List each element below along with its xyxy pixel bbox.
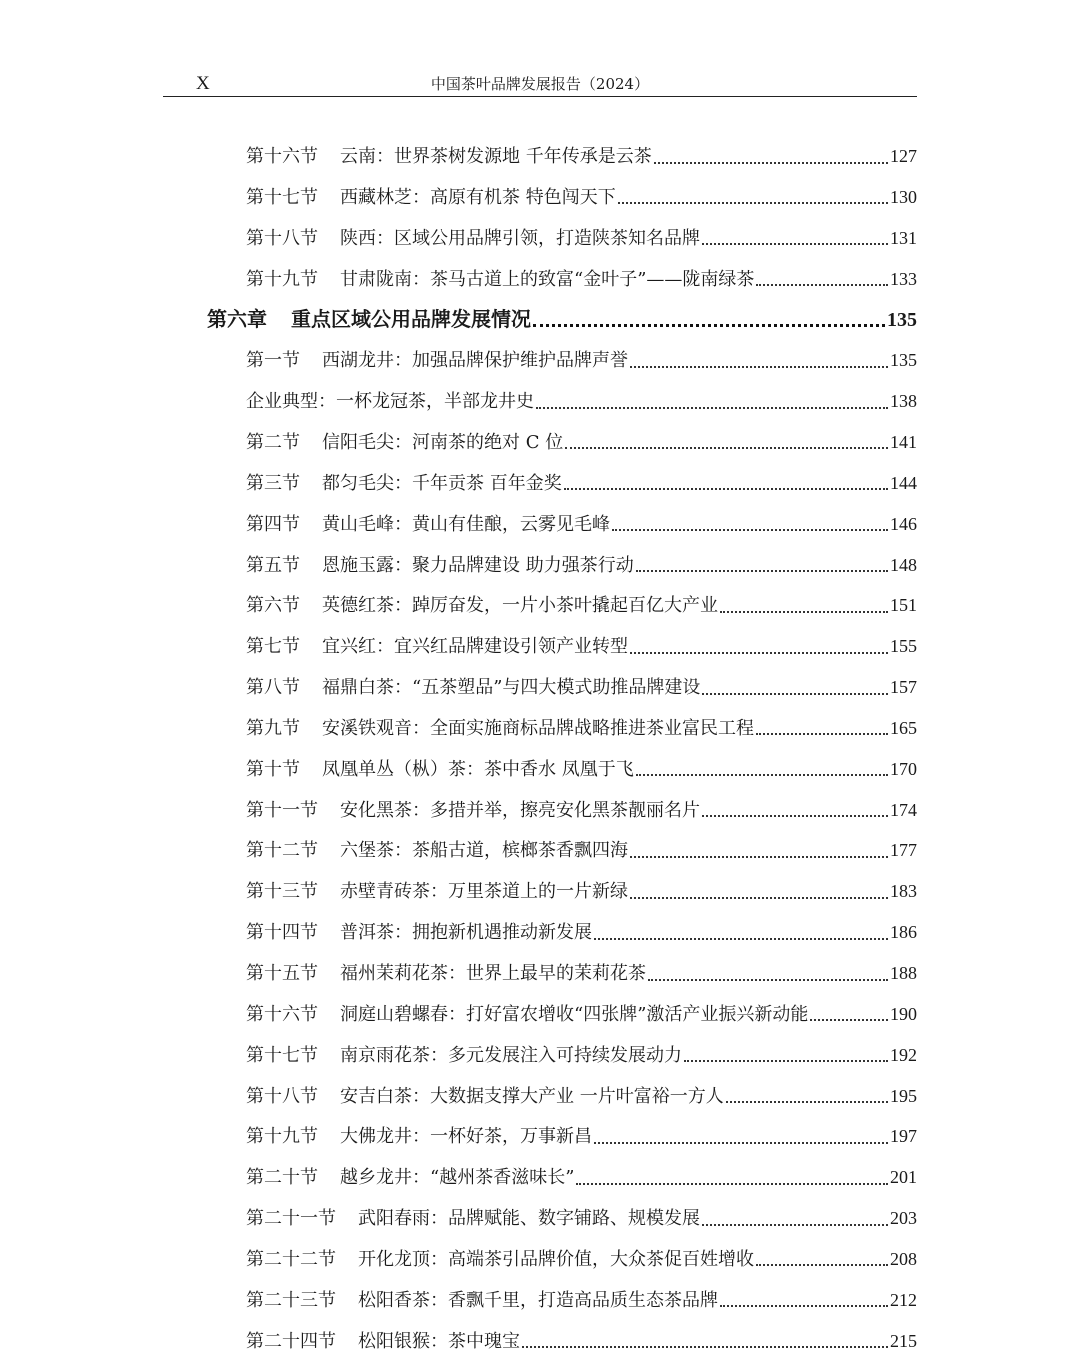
toc-entry-label: 第十八节: [246, 1085, 318, 1107]
dot-leader: [565, 447, 888, 449]
toc-entry-label: 第十六节: [246, 1003, 318, 1025]
toc-section-entry: [246, 838, 917, 863]
toc-entry-title: 西湖龙井：加强品牌保护维护品牌声誉: [322, 350, 628, 372]
toc-section-entry: [246, 716, 917, 741]
toc-entry-title: 安溪铁观音：全面实施商标品牌战略推进茶业富民工程: [322, 717, 754, 739]
toc-entry-title: 企业典型：一杯龙冠茶，半部龙井史: [246, 391, 534, 413]
toc-entry-title: 松阳银猴：茶中瑰宝: [358, 1330, 520, 1352]
dot-leader: [630, 652, 888, 654]
toc-section-entry: [246, 961, 917, 986]
toc-entry-title: 赤壁青砖茶：万里茶道上的一片新绿: [340, 881, 628, 903]
dot-leader: [536, 407, 888, 409]
toc-entry-page: 131: [890, 227, 917, 248]
toc-entry-label: 第十八节: [246, 227, 318, 249]
toc-entry-page: 177: [890, 840, 917, 861]
toc-entry-label: 第十四节: [246, 922, 318, 944]
toc-entry-title: 福鼎白茶：“五茶塑品”与四大模式助推品牌建设: [322, 677, 701, 699]
toc-entry-label: 第二十一节: [246, 1208, 336, 1230]
toc-entry-page: 183: [890, 881, 917, 902]
toc-section-entry: [246, 1084, 917, 1109]
toc-entry-label: 第十三节: [246, 881, 318, 903]
dot-leader: [648, 979, 888, 981]
toc-entry-page: 170: [890, 758, 917, 779]
toc-section-entry: [246, 1247, 917, 1272]
toc-section-entry: [246, 512, 917, 537]
dot-leader: [612, 529, 888, 531]
toc-entry-title: 越乡龙井：“越州茶香滋味长”: [340, 1167, 575, 1189]
dot-leader: [636, 774, 888, 776]
toc-entry-label: 第四节: [246, 513, 300, 535]
toc-entry-page: 155: [890, 636, 917, 657]
toc-section-entry: [246, 1329, 917, 1354]
toc-entry-page: 201: [890, 1167, 917, 1188]
toc-section-entry: [246, 553, 917, 578]
page-header: [163, 72, 917, 97]
toc-entry-label: 第二节: [246, 431, 300, 453]
dot-leader: [576, 1183, 888, 1185]
toc-entry-title: 安化黑茶：多措并举，擦亮安化黑茶靓丽名片: [340, 799, 700, 821]
toc-entry-label: 第六章: [207, 307, 267, 332]
toc-entry-page: 144: [890, 472, 917, 493]
toc-entry-page: 141: [890, 431, 917, 452]
toc-entry-page: 208: [890, 1248, 917, 1269]
toc-entry-label: 第十七节: [246, 1044, 318, 1066]
toc-entry-label: 第九节: [246, 717, 300, 739]
page-number: X: [196, 73, 210, 94]
toc-entry-page: 190: [890, 1003, 917, 1024]
toc-entry-title: 英德红茶：踔厉奋发，一片小茶叶撬起百亿大产业: [322, 595, 718, 617]
toc-entry-title: 西藏林芝：高原有机茶 特色闯天下: [340, 186, 616, 208]
toc-entry-page: 135: [890, 350, 917, 371]
dot-leader: [594, 938, 888, 940]
dot-leader: [720, 1305, 888, 1307]
toc-entry-title: 南京雨花茶：多元发展注入可持续发展动力: [340, 1044, 682, 1066]
dot-leader: [684, 1060, 888, 1062]
toc-entry-label: 第七节: [246, 636, 300, 658]
toc-section-entry: [246, 634, 917, 659]
dot-leader: [702, 693, 888, 695]
dot-leader: [702, 243, 888, 245]
toc-entry-page: 146: [890, 513, 917, 534]
toc-entry-page: 165: [890, 717, 917, 738]
toc-entry-title: 大佛龙井：一杯好茶，万事新昌: [340, 1126, 592, 1148]
toc-section-entry: [246, 144, 917, 169]
toc-entry-page: 133: [890, 268, 917, 289]
toc-entry-page: 197: [890, 1126, 917, 1147]
toc-entry-label: 第二十二节: [246, 1248, 336, 1270]
toc-entry-page: 212: [890, 1289, 917, 1310]
toc-entry-label: 第五节: [246, 554, 300, 576]
toc-entry-label: 第二十四节: [246, 1330, 336, 1352]
toc-section-entry: [246, 1043, 917, 1068]
dot-leader: [522, 1346, 888, 1348]
toc-entry-title: 普洱茶：拥抱新机遇推动新发展: [340, 922, 592, 944]
toc-section-entry: [246, 920, 917, 945]
toc-chapter-entry: [207, 307, 917, 332]
dot-leader: [630, 856, 888, 858]
toc-section-entry: [246, 798, 917, 823]
toc-entry-page: 195: [890, 1085, 917, 1106]
toc-section-entry: [246, 757, 917, 782]
dot-leader: [810, 1019, 888, 1021]
toc-entry-label: 第十一节: [246, 799, 318, 821]
dot-leader: [618, 202, 888, 204]
dot-leader: [756, 733, 888, 735]
toc-entry-label: 第八节: [246, 677, 300, 699]
toc-entry-title: 信阳毛尖：河南茶的绝对 C 位: [322, 431, 564, 453]
toc-entry-page: 157: [890, 677, 917, 698]
toc-section-entry: [246, 675, 917, 700]
dot-leader: [654, 162, 888, 164]
dot-leader: [636, 570, 888, 572]
toc-entry-title: 恩施玉露：聚力品牌建设 助力强茶行动: [322, 554, 634, 576]
dot-leader: [630, 366, 888, 368]
toc-section-entry: [246, 1165, 917, 1190]
toc-section-entry: [246, 1002, 917, 1027]
toc-entry-title: 洞庭山碧螺春：打好富农增收“四张牌”激活产业振兴新动能: [340, 1003, 809, 1025]
toc-entry-page: 192: [890, 1044, 917, 1065]
toc-entry-label: 第二十节: [246, 1167, 318, 1189]
toc-entry-label: 第六节: [246, 595, 300, 617]
toc-entry-page: 151: [890, 595, 917, 616]
toc-section-entry: [246, 593, 917, 618]
toc-entry-page: 188: [890, 963, 917, 983]
toc-section-entry: [246, 430, 917, 455]
toc-entry-title: 凤凰单丛（枞）茶：茶中香水 凤凰于飞: [322, 758, 634, 780]
dot-leader: [594, 1142, 888, 1144]
toc-entry-label: 第二十三节: [246, 1289, 336, 1311]
toc-entry-title: 松阳香茶：香飘千里，打造高品质生态茶品牌: [358, 1289, 718, 1311]
toc-entry-label: 第一节: [246, 350, 300, 372]
dot-leader: [702, 815, 888, 817]
toc-entry-label: 第十九节: [246, 268, 318, 290]
toc-entry-title: 黄山毛峰：黄山有佳酿，云雾见毛峰: [322, 513, 610, 535]
toc-entry-title: 都匀毛尖：千年贡茶 百年金奖: [322, 472, 562, 494]
toc-entry-label: 第十九节: [246, 1126, 318, 1148]
toc-section-entry: [246, 879, 917, 904]
toc-entry-title: 云南：世界茶树发源地 千年传承是云茶: [340, 146, 652, 167]
toc-entry-title: 武阳春雨：品牌赋能、数字铺路、规模发展: [358, 1208, 700, 1230]
toc-entry-label: 第十六节: [246, 146, 318, 167]
toc-entry-page: 127: [890, 146, 917, 166]
toc-section-entry: [246, 185, 917, 210]
toc-entry-title: 福州茉莉花茶：世界上最早的茉莉花茶: [340, 963, 646, 984]
toc-entry-page: 174: [890, 799, 917, 820]
toc-section-entry: [246, 471, 917, 496]
toc-entry-page: 130: [890, 186, 917, 207]
toc-entry-label: 第三节: [246, 472, 300, 494]
toc-entry-label: 第十七节: [246, 186, 318, 208]
toc-section-entry: [246, 267, 917, 292]
dot-leader: [726, 1101, 888, 1103]
dot-leader: [702, 1224, 888, 1226]
dot-leader: [564, 488, 888, 490]
dot-leader: [630, 897, 888, 899]
toc-entry-title: 六堡茶：茶船古道，槟榔茶香飘四海: [340, 840, 628, 862]
running-title: 中国茶叶品牌发展报告（2024）: [430, 75, 650, 93]
toc-entry-title: 陕西：区域公用品牌引领，打造陕茶知名品牌: [340, 227, 700, 249]
toc-section-entry: [246, 1124, 917, 1149]
toc-entry-page: 138: [890, 391, 917, 412]
dot-leader: [756, 1264, 888, 1266]
toc-entry-page: 148: [890, 554, 917, 575]
toc-entry-page: 186: [890, 922, 917, 943]
toc-section-entry: [246, 1288, 917, 1313]
toc-entry-page: 215: [890, 1330, 917, 1351]
toc-section-entry: [246, 389, 917, 414]
toc-entry-title: 宜兴红：宜兴红品牌建设引领产业转型: [322, 636, 628, 658]
dot-leader: [533, 324, 885, 327]
toc-entry-title: 安吉白茶：大数据支撑大产业 一片叶富裕一方人: [340, 1085, 724, 1107]
dot-leader: [756, 284, 888, 286]
toc-entry-page: 135: [887, 309, 917, 332]
dot-leader: [720, 611, 888, 613]
toc-section-entry: [246, 226, 917, 251]
toc-entry-label: 第十五节: [246, 963, 318, 984]
toc-section-entry: [246, 348, 917, 373]
toc-entry-title: 甘肃陇南：茶马古道上的致富“金叶子”——陇南绿茶: [340, 268, 755, 290]
toc-entry-label: 第十二节: [246, 840, 318, 862]
toc-entry-title: 开化龙顶：高端茶引品牌价值，大众茶促百姓增收: [358, 1248, 754, 1270]
toc-entry-label: 第十节: [246, 758, 300, 780]
toc-entry-page: 203: [890, 1208, 917, 1229]
toc-entry-title: 重点区域公用品牌发展情况: [291, 307, 531, 332]
toc-section-entry: [246, 1206, 917, 1231]
